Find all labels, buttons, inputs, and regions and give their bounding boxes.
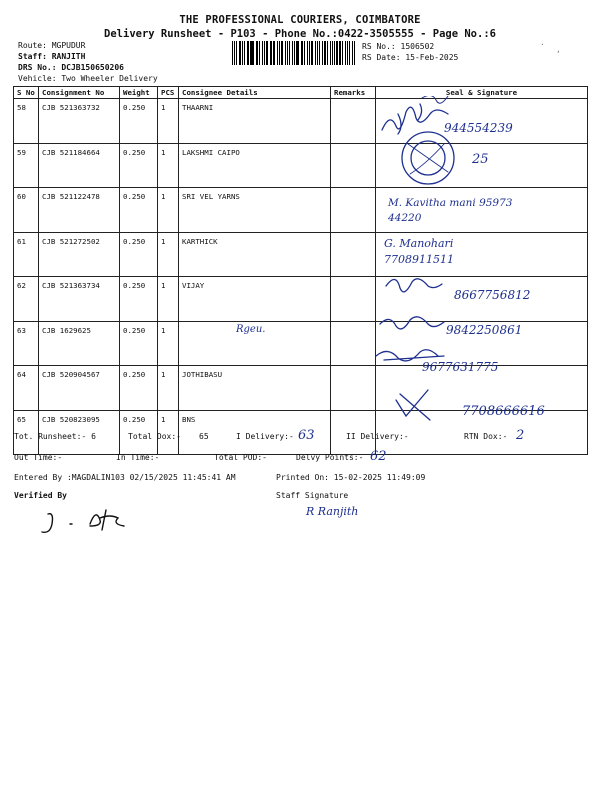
cell-sno: 62 [14, 277, 39, 322]
cell-sno: 65 [14, 410, 39, 455]
cell-consignee: LAKSHMI CAIPO [179, 143, 331, 188]
ii-delivery-label: II Delivery:- [346, 432, 409, 441]
header-pcs: PCS [158, 87, 179, 99]
cell-consignment: CJB 520904567 [39, 366, 120, 411]
sig-60: M. Kavitha mani 95973 44220 [388, 197, 513, 224]
total-dox-value: 65 [199, 432, 209, 441]
signature-flourish [422, 96, 448, 103]
cell-pcs: 1 [158, 277, 179, 322]
verified-by: Verified By [14, 491, 67, 500]
cell-weight: 0.250 [120, 410, 158, 455]
signature-scribble [398, 104, 422, 134]
cell-consignment: CJB 521363734 [39, 277, 120, 322]
sig-64: 9677631775 [422, 360, 499, 374]
staff: Staff: RANJITH [18, 52, 86, 61]
rtn-dox-hand: 2 [516, 428, 525, 443]
cell-sno: 64 [14, 366, 39, 411]
header-sno: S No [14, 87, 39, 99]
cell-consignee: KARTHICK [179, 232, 331, 277]
delvy-points-hand: 62 [370, 449, 387, 464]
header-signature: Seal & Signature [376, 87, 588, 99]
total-pod: Total POD:- [214, 453, 267, 462]
header-consignee: Consignee Details [179, 87, 331, 99]
signature-scribble [382, 107, 448, 130]
cell-pcs: 1 [158, 143, 179, 188]
header-weight: Weight [120, 87, 158, 99]
cell-weight: 0.250 [120, 321, 158, 366]
runsheet-subtitle: Delivery Runsheet - P103 - Phone No.:0422-3505555 - Page No.:6 [104, 28, 496, 40]
company-title: THE PROFESSIONAL COURIERS, COIMBATORE [179, 14, 421, 26]
cell-consignment: CJB 520823095 [39, 410, 120, 455]
out-time: Out Time:- [14, 453, 63, 462]
cell-sno: 63 [14, 321, 39, 366]
cell-consignment: CJB 521184664 [39, 143, 120, 188]
cell-sno: 58 [14, 99, 39, 144]
sig-59: 25 [472, 152, 489, 167]
cell-weight: 0.250 [120, 188, 158, 233]
cell-weight: 0.250 [120, 99, 158, 144]
cell-consignment: CJB 521363732 [39, 99, 120, 144]
total-dox-label: Total Dox:- [128, 432, 181, 441]
rs-number: RS No.: 1506502 [362, 42, 435, 51]
cell-pcs: 1 [158, 321, 179, 366]
cell-pcs: 1 [158, 232, 179, 277]
signature-check [396, 390, 430, 420]
cell-sno: 60 [14, 188, 39, 233]
cell-pcs: 1 [158, 410, 179, 455]
i-delivery-label: I Delivery:- [236, 432, 294, 441]
rtn-dox-label: RTN Dox:- [464, 432, 508, 441]
signature-scribble [386, 279, 442, 292]
in-time: In Time:- [116, 453, 160, 462]
printed-on: Printed On: 15-02-2025 11:49:09 [276, 473, 426, 482]
cell-consignment: CJB 521122478 [39, 188, 120, 233]
signature-scribble [380, 317, 444, 329]
sig-58: 944554239 [444, 121, 513, 135]
barcode-image [232, 41, 356, 65]
sig-65: 7708666616 [462, 404, 545, 419]
cell-consignee: THAARNI [179, 99, 331, 144]
staff-signature-hand: R Ranjith [306, 505, 359, 518]
cell-consignment: CJB 521272502 [39, 232, 120, 277]
sig-63: 9842250861 [446, 323, 523, 337]
delvy-points-label: Delvy Points:- [296, 453, 364, 462]
cell-weight: 0.250 [120, 277, 158, 322]
cell-consignee: SRI VEL YARNS [179, 188, 331, 233]
cell-sno: 61 [14, 232, 39, 277]
cell-weight: 0.250 [120, 232, 158, 277]
cell-pcs: 1 [158, 366, 179, 411]
cell-consignee: JOTHIBASU [179, 366, 331, 411]
cell-consignment: CJB 1629625 [39, 321, 120, 366]
cell-weight: 0.250 [120, 366, 158, 411]
header-consignment: Consignment No [39, 87, 120, 99]
cell-consignee: BNS [179, 410, 331, 455]
verified-signature-image [30, 500, 160, 540]
speck: · [540, 40, 545, 49]
cell-consignee: VIJAY [179, 277, 331, 322]
tot-runsheet: Tot. Runsheet:- 6 [14, 432, 96, 441]
sig-62: 8667756812 [454, 288, 531, 302]
vehicle: Vehicle: Two Wheeler Delivery [18, 74, 158, 83]
speck: , [556, 45, 561, 54]
header-remarks: Remarks [331, 87, 376, 99]
sig-61: G. Manohari 7708911511 [384, 237, 454, 266]
cell-pcs: 1 [158, 188, 179, 233]
staff-signature-label: Staff Signature [276, 491, 349, 500]
rs-date: RS Date: 15-Feb-2025 [362, 53, 459, 62]
sig-63-consignee-scribble: Rgeu. [236, 324, 266, 335]
i-delivery-hand: 63 [298, 428, 315, 443]
route: Route: MGPUDUR [18, 41, 86, 50]
cell-weight: 0.250 [120, 143, 158, 188]
entered-by: Entered By :MAGDALIN103 02/15/2025 11:45:41 AM [14, 473, 236, 482]
drs-number: DRS No.: DCJB150650206 [18, 63, 124, 72]
cell-pcs: 1 [158, 99, 179, 144]
cell-sno: 59 [14, 143, 39, 188]
